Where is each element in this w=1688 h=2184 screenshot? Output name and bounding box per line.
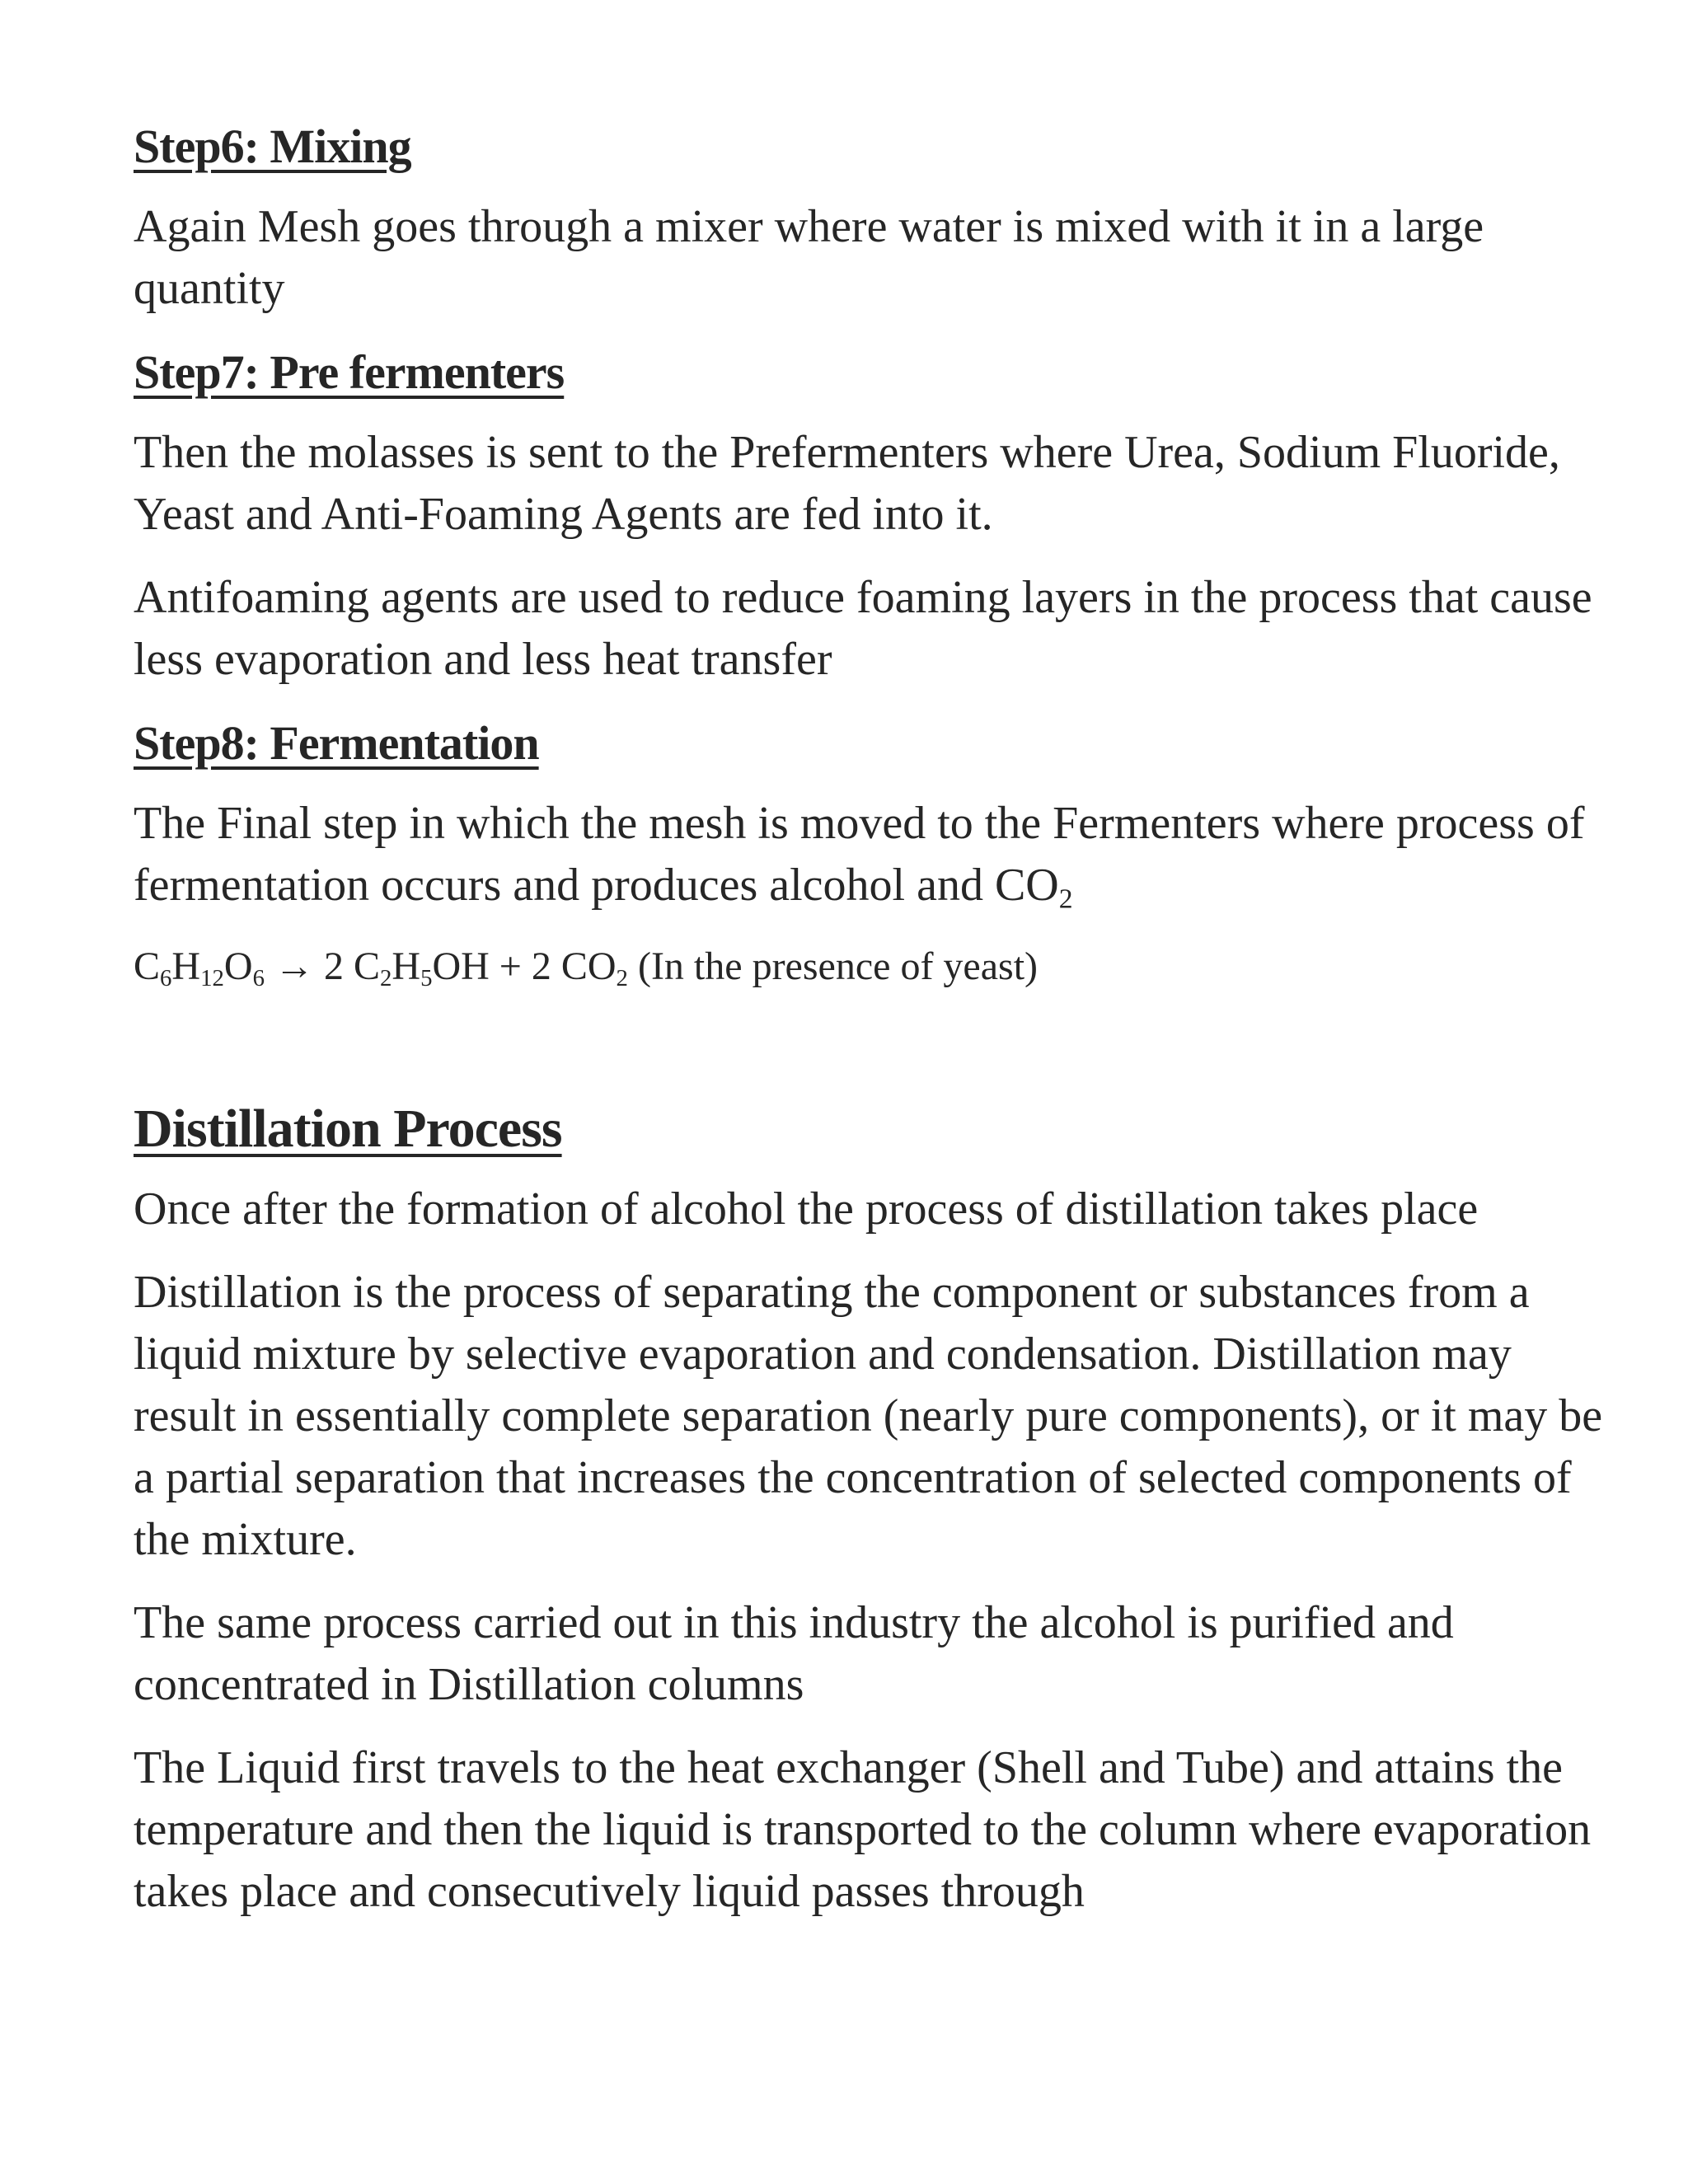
co2-subscript: 2 [1058, 883, 1073, 915]
heading-step8-fermentation: Step8: Fermentation [134, 716, 539, 770]
paragraph-fermentation-text: The Final step in which the mesh is moved to the Fermenters where process of fermentation occurs and produces alcohol and CO [134, 798, 1585, 911]
fermentation-equation: $C_6H_{12}O_6 \to 2$ $C_2H_5OH + 2$ $CO_2$ (In the presence of yeast) [134, 944, 1039, 992]
paragraph-prefermenters: Then the molasses is sent to the Prefermenters where Urea, Sodium Fluoride, Yeast and Anti-Foaming Agents are fed into it. [134, 427, 1560, 540]
paragraph-fermentation [134, 793, 1617, 916]
document-page [134, 115, 1617, 1944]
paragraph-distillation-definition: Distillation is the process of separating the component or substances from a liquid mixture by selective evaporation and condensation. Distillation may result in essentially complete separation (nearly pure components), or it may be a partial separation that increases the concentration of selected components of the mixture. [134, 1267, 1603, 1565]
heading-distillation-process: Distillation Process [134, 1099, 562, 1159]
heading-step7-prefermenters: Step7: Pre fermenters [134, 345, 565, 399]
paragraph-distillation-columns: The same process carried out in this industry the alcohol is purified and concentrated in Distillation columns [134, 1597, 1454, 1710]
paragraph-heat-exchanger: The Liquid first travels to the heat exchanger (Shell and Tube) and attains the temperature and then the liquid is transported to the column where evaporation takes place and consecutively liquid passes through [134, 1742, 1592, 1917]
paragraph-distillation-intro: Once after the formation of alcohol the process of distillation takes place [134, 1183, 1479, 1235]
paragraph-mixing: Again Mesh goes through a mixer where water is mixed with it in a large quantity [134, 201, 1484, 314]
paragraph-antifoaming: Antifoaming agents are used to reduce foaming layers in the process that cause less evaporation and less heat transfer [134, 572, 1592, 685]
heading-step6-mixing: Step6: Mixing [134, 120, 411, 173]
